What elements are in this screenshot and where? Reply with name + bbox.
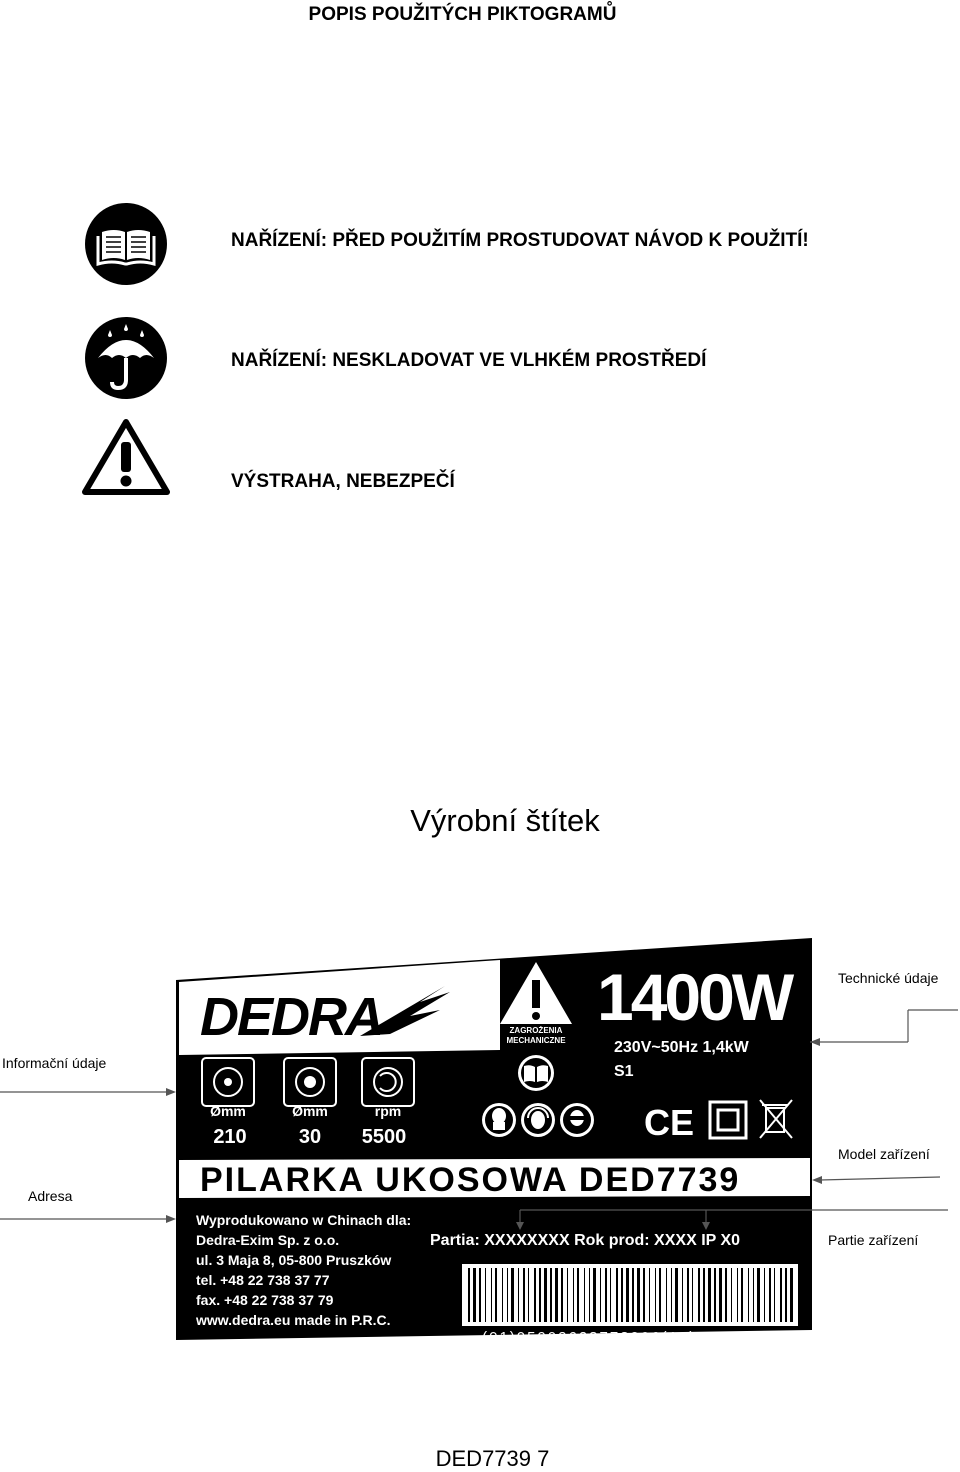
eye-protection-icon bbox=[560, 1103, 594, 1137]
barcode-bar bbox=[605, 1268, 607, 1322]
label-electrical: 230V~50Hz 1,4kW bbox=[614, 1039, 749, 1056]
barcode-bar bbox=[584, 1268, 585, 1322]
keep-dry-umbrella-icon bbox=[84, 316, 168, 400]
barcode-bar bbox=[790, 1268, 793, 1322]
barcode-bar bbox=[698, 1268, 700, 1322]
barcode-bar bbox=[731, 1268, 732, 1322]
callout-technical-data: Technické údaje bbox=[838, 970, 939, 986]
ear-protection-icon bbox=[521, 1103, 555, 1137]
spec-unit-blade: Ømm bbox=[210, 1103, 246, 1119]
barcode-bar bbox=[523, 1268, 525, 1322]
pictogram-text-warning: VÝSTRAHA, NEBEZPEČÍ bbox=[231, 471, 455, 492]
spec-value-speed: 5500 bbox=[361, 1126, 407, 1148]
barcode-bar bbox=[655, 1268, 656, 1322]
barcode-bar bbox=[534, 1268, 536, 1322]
warning-caption-2: MECHANICZNE bbox=[506, 1036, 566, 1045]
barcode-bar bbox=[577, 1268, 579, 1322]
brand-logo: DEDRA bbox=[200, 987, 383, 1047]
barcode-bar bbox=[780, 1268, 782, 1322]
callout-device-batch: Partie zařízení bbox=[828, 1232, 919, 1248]
barcode-bar bbox=[495, 1268, 497, 1322]
barcode-bar bbox=[544, 1268, 547, 1322]
barcode-bar bbox=[567, 1268, 568, 1322]
barcode-bar bbox=[593, 1268, 596, 1322]
label-product-name: PILARKA UKOSOWA DED7739 bbox=[200, 1161, 741, 1199]
barcode-bar bbox=[550, 1268, 552, 1322]
address-line: Wyprodukowano w Chinach dla: bbox=[196, 1212, 412, 1228]
read-manual-icon bbox=[84, 202, 168, 286]
nameplate-section-title: Výrobní štítek bbox=[410, 803, 600, 838]
barcode-bar bbox=[687, 1268, 689, 1322]
barcode-bar bbox=[561, 1268, 563, 1322]
barcode-bar bbox=[468, 1268, 470, 1322]
barcode-bar bbox=[473, 1268, 476, 1322]
barcode-bar bbox=[610, 1268, 611, 1322]
callout-address: Adresa bbox=[28, 1188, 73, 1204]
address-line: fax. +48 22 738 37 79 bbox=[196, 1292, 334, 1308]
spec-unit-bore: Ømm bbox=[292, 1103, 328, 1119]
address-line: www.dedra.eu made in P.R.C. bbox=[196, 1312, 391, 1328]
barcode-bar bbox=[491, 1268, 492, 1322]
barcode-bar bbox=[485, 1268, 486, 1322]
pictogram-text-keep-dry: NAŘÍZENÍ: NESKLADOVAT VE VLHKÉM PROSTŘEDÍ bbox=[231, 350, 707, 371]
barcode-bar bbox=[649, 1268, 650, 1322]
face-mask-icon bbox=[482, 1103, 516, 1137]
barcode-bar bbox=[753, 1268, 754, 1322]
spec-value-blade: 210 bbox=[213, 1126, 247, 1148]
barcode-number: (01)05902628773906(10)11300343 bbox=[482, 1329, 778, 1346]
barcode-bar bbox=[518, 1268, 519, 1322]
barcode-bar bbox=[616, 1268, 618, 1322]
barcode-bar bbox=[479, 1268, 481, 1322]
page-footer: DED7739 7 bbox=[435, 1446, 550, 1471]
barcode-bar bbox=[637, 1268, 640, 1322]
barcode-bar bbox=[769, 1268, 771, 1322]
barcode-bar bbox=[632, 1268, 634, 1322]
barcode-bar bbox=[703, 1268, 705, 1322]
barcode-bar bbox=[692, 1268, 693, 1322]
barcode-bar bbox=[626, 1268, 629, 1322]
address-line: tel. +48 22 738 37 77 bbox=[196, 1272, 330, 1288]
spec-value-bore: 30 bbox=[298, 1126, 322, 1148]
label-duty: S1 bbox=[614, 1063, 634, 1080]
address-line: Dedra-Exim Sp. z o.o. bbox=[196, 1232, 340, 1248]
barcode-bar bbox=[671, 1268, 672, 1322]
ce-mark-icon: CE bbox=[644, 1102, 695, 1143]
barcode-bar bbox=[725, 1268, 727, 1322]
barcode-bar bbox=[774, 1268, 775, 1322]
label-power: 1400W bbox=[597, 960, 792, 1034]
barcode-bar bbox=[737, 1268, 738, 1322]
barcode-bar bbox=[528, 1268, 529, 1322]
barcode-bar bbox=[741, 1268, 743, 1322]
callout-device-model: Model zařízení bbox=[838, 1146, 930, 1162]
barcode-bar bbox=[719, 1268, 722, 1322]
warning-triangle-icon bbox=[82, 418, 170, 496]
barcode-bar bbox=[764, 1268, 765, 1322]
page-title: POPIS POUŽITÝCH PIKTOGRAMŮ bbox=[308, 4, 617, 25]
barcode-bar bbox=[757, 1268, 760, 1322]
barcode-bar bbox=[502, 1268, 503, 1322]
barcode-bar bbox=[539, 1268, 541, 1322]
nameplate-label bbox=[0, 930, 960, 1390]
barcode-bar bbox=[573, 1268, 574, 1322]
barcode-bar bbox=[555, 1268, 558, 1322]
label-manual-icon bbox=[518, 1055, 554, 1091]
barcode-bar bbox=[511, 1268, 514, 1322]
pictogram-text-read-manual: NAŘÍZENÍ: PŘED POUŽITÍM PROSTUDOVAT NÁVOD K POUŽITÍ! bbox=[231, 230, 809, 251]
callout-information-data: Informační údaje bbox=[2, 1055, 107, 1071]
barcode-bar bbox=[708, 1268, 711, 1322]
barcode-bar bbox=[659, 1268, 661, 1322]
warning-caption-1: ZAGROŻENIA bbox=[509, 1026, 563, 1035]
label-batch-line: Partia: XXXXXXXX Rok prod: XXXX IP X0 bbox=[430, 1232, 741, 1249]
barcode-bar bbox=[682, 1268, 683, 1322]
address-line: ul. 3 Maja 8, 05-800 Pruszków bbox=[196, 1252, 392, 1268]
barcode-bar bbox=[675, 1268, 678, 1322]
barcode-bar bbox=[589, 1268, 590, 1322]
barcode-bar bbox=[748, 1268, 749, 1322]
barcode-bar bbox=[507, 1268, 508, 1322]
barcode-bar bbox=[621, 1268, 623, 1322]
barcode-bar bbox=[785, 1268, 787, 1322]
barcode-bar bbox=[666, 1268, 667, 1322]
spec-unit-speed: rpm bbox=[374, 1103, 402, 1119]
barcode-bar bbox=[714, 1268, 716, 1322]
barcode-bar bbox=[600, 1268, 601, 1322]
barcode-bar bbox=[643, 1268, 645, 1322]
